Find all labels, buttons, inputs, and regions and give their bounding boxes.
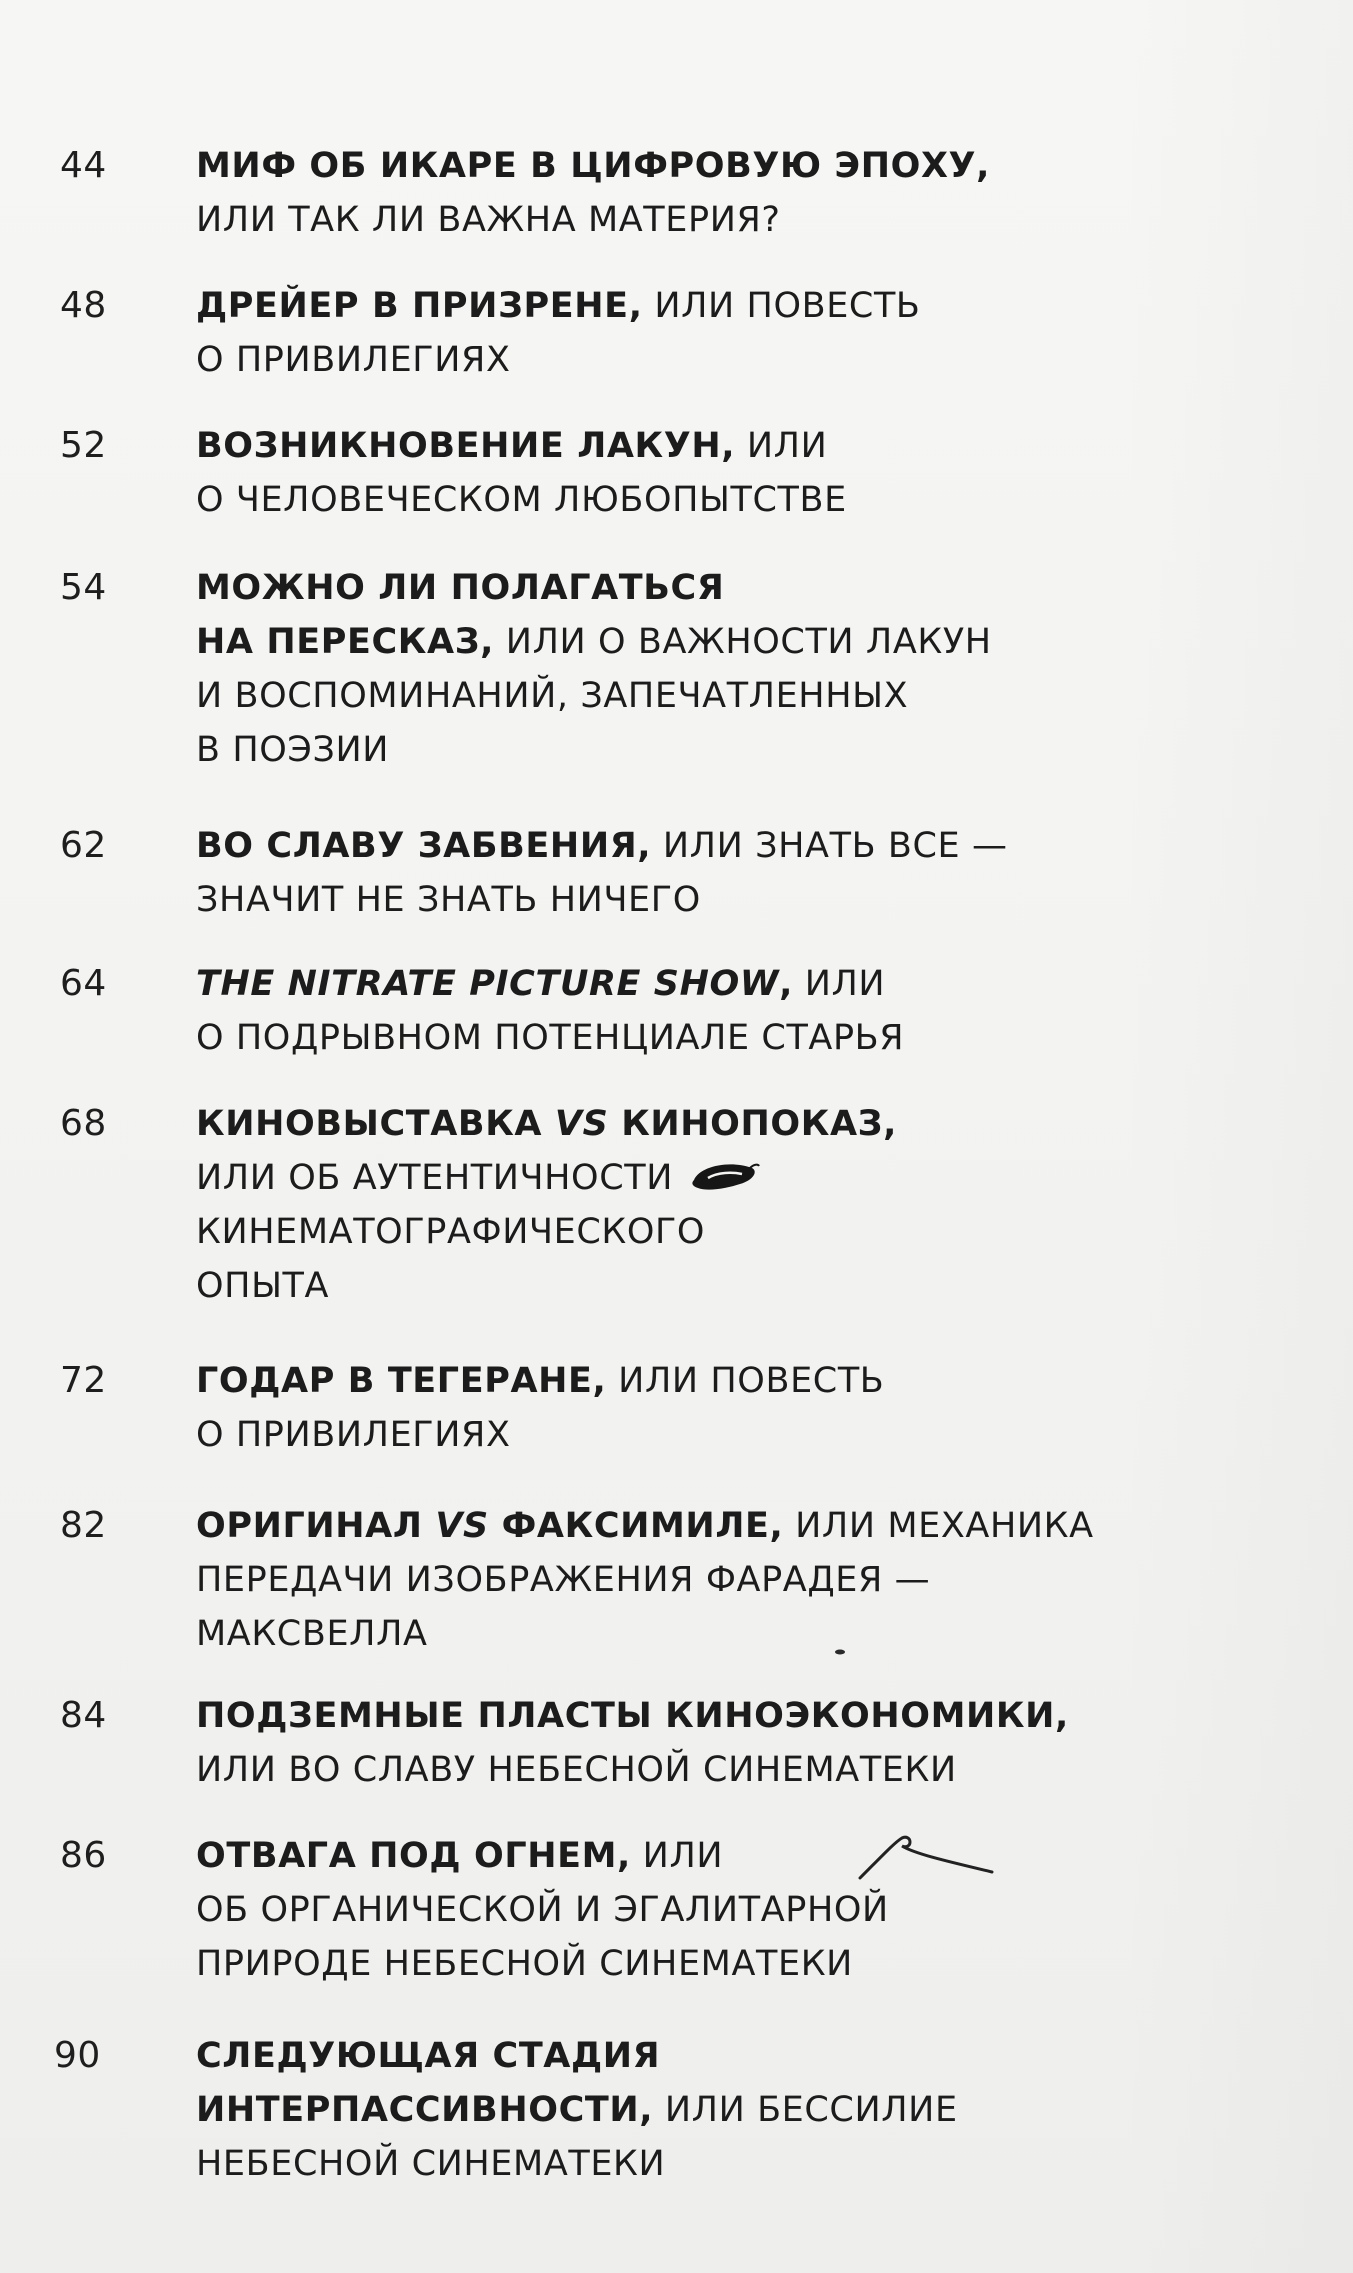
title-bold-segment: THE NITRATE PICTURE SHOW <box>196 964 780 1004</box>
toc-title-line <box>196 1260 1096 1314</box>
title-segment: О ПРИВИЛЕГИЯХ <box>196 340 511 380</box>
toc-page-number: 72 <box>60 1360 107 1401</box>
toc-entry-title <box>196 2030 1096 2192</box>
toc-entry-title <box>196 280 1096 388</box>
title-bold-segment: VS <box>435 1506 489 1546</box>
toc-title-line <box>196 1690 1096 1744</box>
toc-title-line <box>196 2030 1096 2084</box>
toc-title-line <box>196 820 1096 874</box>
title-bold-segment: МИФ ОБ ИКАРЕ В ЦИФРОВУЮ ЭПОХУ, <box>196 146 991 186</box>
toc-title-line <box>196 1012 1096 1066</box>
toc-entry-title <box>196 420 1096 528</box>
title-segment: ИЛИ ТАК ЛИ ВАЖНА МАТЕРИЯ? <box>196 200 781 240</box>
title-bold-segment: ИНТЕРПАССИВНОСТИ, <box>196 2090 654 2130</box>
title-bold-segment: СЛЕДУЮЩАЯ СТАДИЯ <box>196 2036 661 2076</box>
title-segment: КИНЕМАТОГРАФИЧЕСКОГО <box>196 1212 706 1252</box>
toc-title-line <box>196 1744 1096 1798</box>
title-segment: ИЛИ О ВАЖНОСТИ ЛАКУН <box>494 622 992 662</box>
toc-page-number: 68 <box>60 1103 107 1144</box>
toc-page-number: 54 <box>60 567 107 608</box>
toc-entry-title <box>196 1500 1096 1662</box>
title-bold-segment: VS <box>554 1104 609 1144</box>
title-segment: ИЛИ <box>792 964 886 1004</box>
toc-title-line <box>196 1206 1096 1260</box>
title-bold-segment: ГОДАР В ТЕГЕРАНЕ, <box>196 1361 607 1401</box>
toc-title-line <box>196 1409 1096 1463</box>
title-segment: И ВОСПОМИНАНИЙ, ЗАПЕЧАТЛЕННЫХ <box>196 676 909 716</box>
toc-title-line <box>196 2138 1096 2192</box>
title-bold-segment: МОЖНО ЛИ ПОЛАГАТЬСЯ <box>196 568 725 608</box>
title-segment: ИЛИ ОБ АУТЕНТИЧНОСТИ <box>196 1158 673 1198</box>
toc-entry-title <box>196 1355 1096 1463</box>
toc-title-line <box>196 474 1096 528</box>
title-segment: ИЛИ ЗНАТЬ ВСЕ — <box>651 826 1008 866</box>
pencil-mark <box>840 1828 1000 1888</box>
toc-title-line <box>196 334 1096 388</box>
toc-page-number: 62 <box>60 825 107 866</box>
toc-title-line <box>196 562 1096 616</box>
title-segment: ОПЫТА <box>196 1266 330 1306</box>
toc-page-number: 52 <box>60 425 107 466</box>
toc-page-number: 90 <box>54 2035 101 2076</box>
title-segment: ИЛИ МЕХАНИКА <box>783 1506 1094 1546</box>
toc-title-line <box>196 1884 1096 1938</box>
toc-title-line <box>196 1554 1096 1608</box>
title-segment: ЗНАЧИТ НЕ ЗНАТЬ НИЧЕГО <box>196 880 701 920</box>
toc-title-line <box>196 280 1096 334</box>
toc-title-line <box>196 670 1096 724</box>
toc-page-number: 84 <box>60 1695 107 1736</box>
toc-title-line <box>196 616 1096 670</box>
title-bold-segment: ОТВАГА ПОД ОГНЕМ, <box>196 1836 631 1876</box>
title-segment: ПРИРОДЕ НЕБЕСНОЙ СИНЕМАТЕКИ <box>196 1944 853 1984</box>
title-segment: О ПРИВИЛЕГИЯХ <box>196 1415 511 1455</box>
page-shadow <box>1120 0 1353 2273</box>
title-segment: НЕБЕСНОЙ СИНЕМАТЕКИ <box>196 2144 666 2184</box>
title-bold-segment: , <box>779 964 793 1004</box>
toc-title-line <box>196 1938 1096 1992</box>
toc-entry-title <box>196 958 1096 1066</box>
title-segment: ОБ ОРГАНИЧЕСКОЙ И ЭГАЛИТАРНОЙ <box>196 1890 889 1930</box>
title-segment: МАКСВЕЛЛА <box>196 1614 428 1654</box>
toc-page-number: 82 <box>60 1505 107 1546</box>
title-bold-segment: ФАКСИМИЛЕ, <box>488 1506 784 1546</box>
toc-title-line <box>196 194 1096 248</box>
toc-page-number: 44 <box>60 145 107 186</box>
title-segment: ПЕРЕДАЧИ ИЗОБРАЖЕНИЯ ФАРАДЕЯ — <box>196 1560 931 1600</box>
title-segment: В ПОЭЗИИ <box>196 730 390 770</box>
title-bold-segment: КИНОВЫСТАВКА <box>196 1104 555 1144</box>
ink-blot-mark <box>690 1158 760 1198</box>
toc-page-number: 86 <box>60 1835 107 1876</box>
title-segment: ИЛИ ПОВЕСТЬ <box>642 286 921 326</box>
title-segment: ИЛИ ВО СЛАВУ НЕБЕСНОЙ СИНЕМАТЕКИ <box>196 1750 957 1790</box>
toc-title-line <box>196 1355 1096 1409</box>
toc-entry-title <box>196 820 1096 928</box>
toc-title-line <box>196 1098 1096 1152</box>
toc-entry-title <box>196 1690 1096 1798</box>
title-segment: ИЛИ ПОВЕСТЬ <box>606 1361 885 1401</box>
toc-title-line <box>196 958 1096 1012</box>
toc-entry-title <box>196 1098 1096 1314</box>
toc-title-line <box>196 420 1096 474</box>
toc-title-line <box>196 1608 1096 1662</box>
ink-dot <box>834 1648 846 1656</box>
toc-title-line <box>196 2084 1096 2138</box>
title-bold-segment: КИНОПОКАЗ, <box>608 1104 898 1144</box>
title-segment: О ПОДРЫВНОМ ПОТЕНЦИАЛЕ СТАРЬЯ <box>196 1018 905 1058</box>
title-bold-segment: ВОЗНИКНОВЕНИЕ ЛАКУН, <box>196 426 736 466</box>
title-segment: О ЧЕЛОВЕЧЕСКОМ ЛЮБОПЫТСТВЕ <box>196 480 847 520</box>
toc-title-line <box>196 1152 1096 1206</box>
title-segment: ИЛИ БЕССИЛИЕ <box>653 2090 958 2130</box>
toc-entry-title <box>196 140 1096 248</box>
toc-page-number: 64 <box>60 963 107 1004</box>
title-segment: ИЛИ <box>735 426 828 466</box>
toc-title-line <box>196 1500 1096 1554</box>
title-bold-segment: ВО СЛАВУ ЗАБВЕНИЯ, <box>196 826 652 866</box>
toc-title-line <box>196 140 1096 194</box>
title-bold-segment: ОРИГИНАЛ <box>196 1506 436 1546</box>
toc-page-number: 48 <box>60 285 107 326</box>
toc-title-line <box>196 874 1096 928</box>
title-bold-segment: НА ПЕРЕСКАЗ, <box>196 622 495 662</box>
title-bold-segment: ПОДЗЕМНЫЕ ПЛАСТЫ КИНОЭКОНОМИКИ, <box>196 1696 1069 1736</box>
title-bold-segment: ДРЕЙЕР В ПРИЗРЕНЕ, <box>196 286 643 326</box>
title-segment: ИЛИ <box>630 1836 724 1876</box>
toc-title-line <box>196 724 1096 778</box>
toc-entry-title <box>196 562 1096 778</box>
